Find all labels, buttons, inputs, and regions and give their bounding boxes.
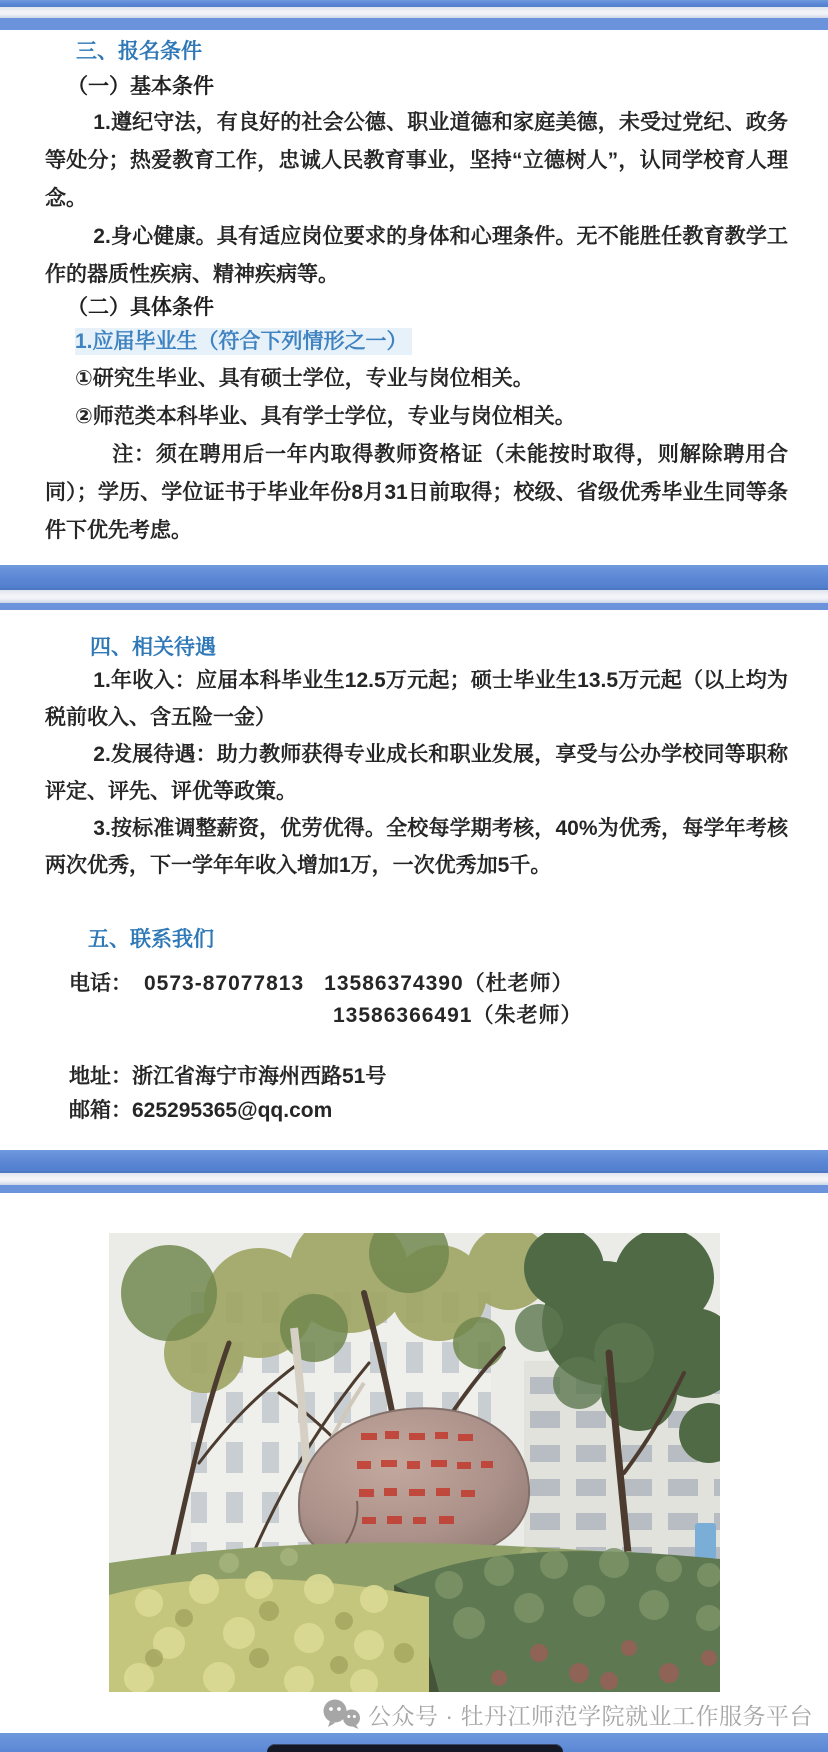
- watermark: [0, 1697, 828, 1731]
- campus-photo[interactable]: [109, 1233, 720, 1692]
- phone-number-du: 13586374390（杜老师）: [324, 972, 574, 995]
- email-line: 邮箱：625295365@qq.com: [69, 1099, 333, 1122]
- paragraph: 1.年收入：应届本科毕业生12.5万元起；硕士毕业生13.5万元起（以上均为税前收入、含五险一金）: [45, 669, 788, 729]
- condition-item-1: ①研究生毕业、具有硕士学位，专业与岗位相关。: [75, 367, 534, 390]
- paragraph: 3.按标准调整薪资，优劳优得。全校每学期考核，40%为优秀，每学年考核两次优秀，下一学年年收入增加1万，一次优秀加5千。: [45, 817, 788, 877]
- campus-photo-illustration: [109, 1233, 720, 1692]
- graduate-condition-heading: [0, 326, 828, 358]
- divider-band-blue: [0, 18, 828, 30]
- subheading-basic-conditions: （一）基本条件: [67, 75, 214, 98]
- divider-band-blue: [0, 603, 828, 610]
- divider-band-blue: [0, 0, 828, 7]
- wechat-icon: [322, 1699, 362, 1729]
- phone-label: 电话：: [69, 972, 132, 995]
- condition-item-2: ②师范类本科毕业、具有学士学位，专业与岗位相关。: [75, 405, 576, 428]
- phone-number-main: 0573-87077813: [144, 972, 305, 995]
- phone-number-zhu: 13586366491（朱老师）: [333, 1004, 583, 1027]
- divider-band-blue: [0, 1185, 828, 1193]
- section-heading: 五、联系我们: [88, 928, 214, 951]
- paragraph: 1.遵纪守法，有良好的社会公德、职业道德和家庭美德，未受过党纪、政务等处分；热爱教育工作，忠诚人民教育事业，坚持“立德树人”，认同学校育人理念。: [45, 111, 788, 210]
- paragraph: 2.发展待遇：助力教师获得专业成长和职业发展，享受与公办学校同等职称评定、评先、评优等政策。: [45, 743, 788, 803]
- section-divider: [0, 565, 828, 610]
- note-paragraph: 注：须在聘用后一年内取得教师资格证（未能按时取得，则解除聘用合同）；学历、学位证书于毕业年份8月31日前取得；校级、省级优秀毕业生同等条件下优先考虑。: [45, 443, 788, 542]
- section-divider-top: [0, 0, 828, 30]
- divider-band-light: [0, 1173, 828, 1185]
- phone-row: [0, 968, 828, 1000]
- section-benefits-and-contact: [0, 610, 828, 1150]
- watermark-text: 公众号 · 牡丹江师范学院就业工作服务平台: [368, 1702, 813, 1729]
- highlighted-text: 1.应届毕业生（符合下列情形之一）: [75, 328, 412, 355]
- next-card-top-edge: [267, 1744, 563, 1752]
- section-divider: [0, 1150, 828, 1193]
- divider-band-blue: [0, 565, 828, 590]
- section-heading: 三、报名条件: [76, 40, 202, 63]
- divider-band-blue: [0, 1150, 828, 1173]
- paragraph: 2.身心健康。具有适应岗位要求的身体和心理条件。无不能胜任教育教学工作的器质性疾病、精神疾病等。: [45, 225, 788, 286]
- section-heading: 四、相关待遇: [90, 636, 216, 659]
- bottom-divider-bar: [0, 1733, 828, 1752]
- divider-band-light: [0, 590, 828, 603]
- divider-band-light: [0, 7, 828, 18]
- address-line: 地址：浙江省海宁市海州西路51号: [69, 1065, 387, 1088]
- section-application-conditions: [0, 30, 828, 565]
- subheading-specific-conditions: （二）具体条件: [67, 296, 214, 319]
- blue-bin: [695, 1523, 716, 1559]
